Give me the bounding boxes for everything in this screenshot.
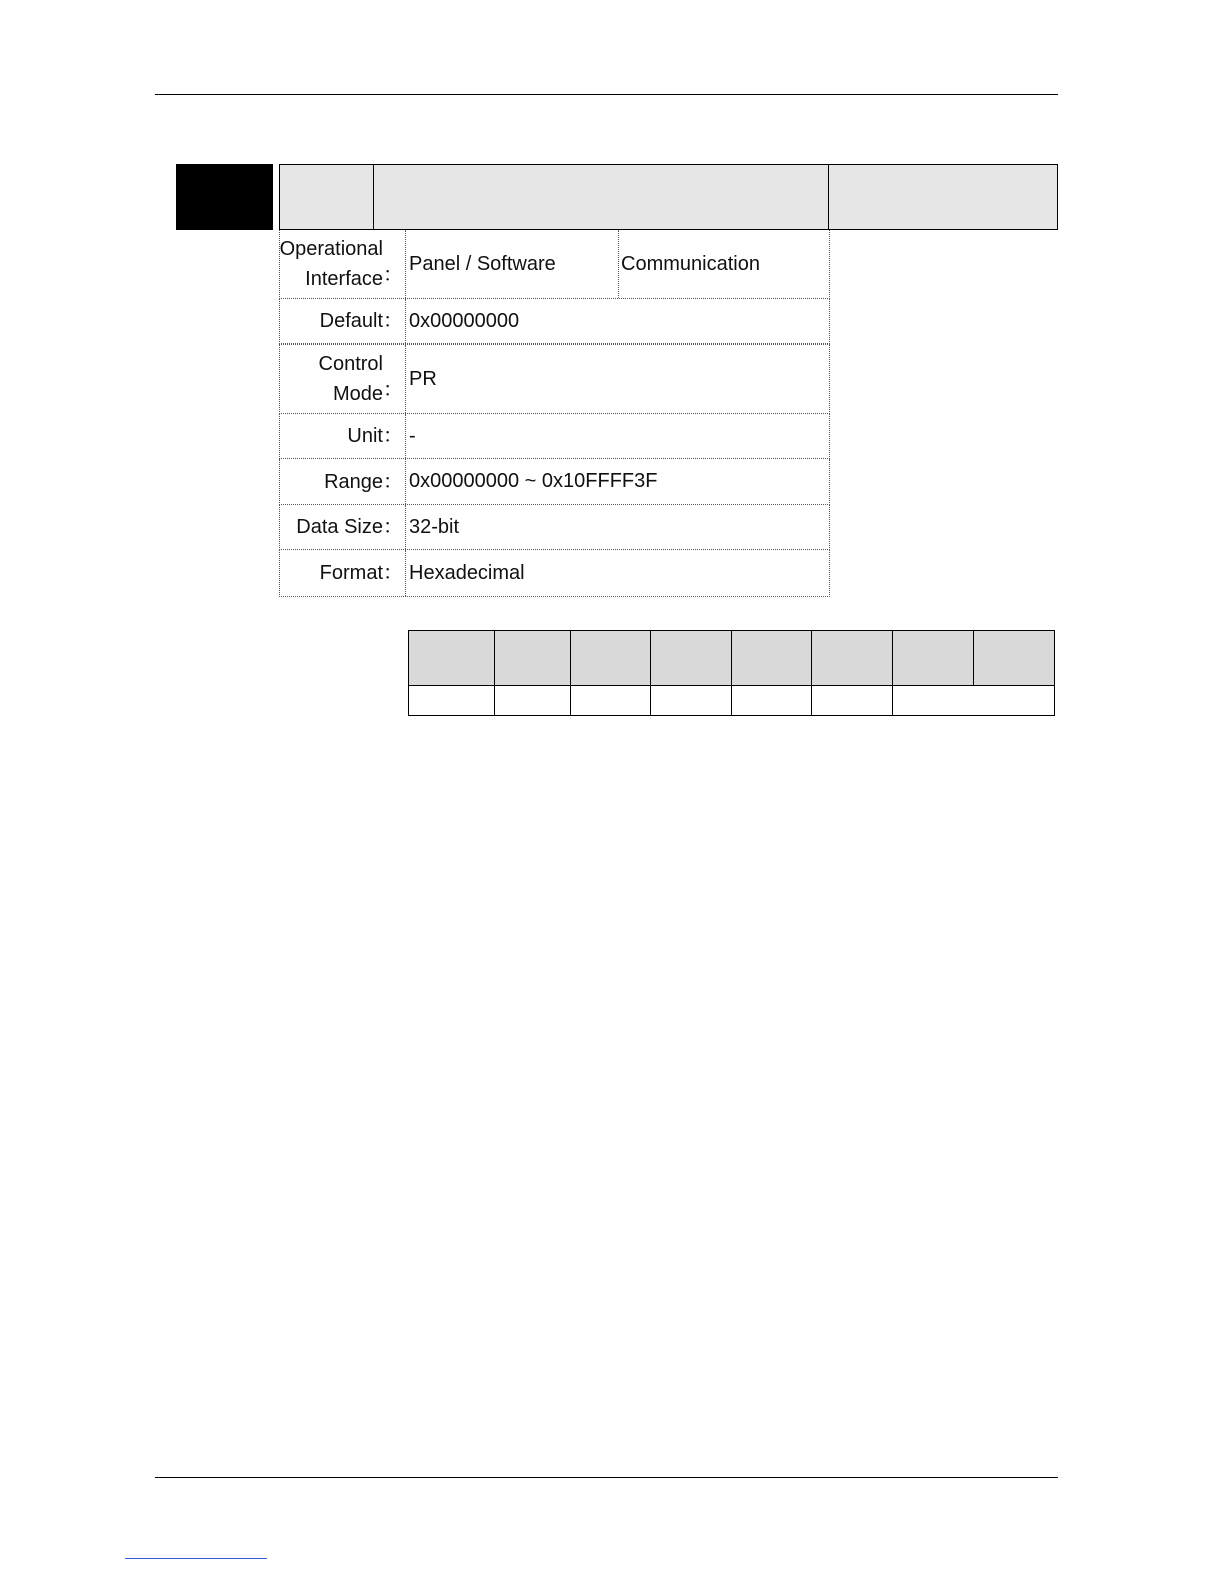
attr-label — [280, 299, 406, 343]
attr-label-text: Operational Interface — [279, 238, 383, 290]
header-divider — [373, 165, 374, 229]
attr-colon: ： — [383, 470, 403, 493]
attr-colon: ： — [383, 562, 403, 584]
attr-colon: ： — [383, 264, 403, 286]
attr-row-control-mode — [279, 344, 830, 414]
attr-label — [280, 459, 406, 504]
attr-value: - — [409, 424, 416, 447]
attr-label-text: Default — [319, 310, 383, 332]
attr-label — [280, 505, 406, 549]
attr-label — [280, 345, 406, 413]
attr-row-default — [279, 299, 830, 344]
attr-label-text: Range — [324, 470, 383, 493]
bit-column-divider — [973, 631, 974, 685]
attr-label-text: Control Mode — [318, 353, 383, 405]
attr-row-format — [279, 550, 830, 597]
footer-link-underline — [125, 1558, 267, 1559]
attr-label-text: Unit — [347, 425, 383, 447]
bit-column-divider — [650, 631, 651, 715]
attr-row-unit — [279, 414, 830, 459]
attr-value: 0x00000000 — [409, 309, 520, 332]
footer-rule — [155, 1477, 1058, 1478]
attr-colon: ： — [383, 310, 403, 332]
bit-column-divider — [570, 631, 571, 715]
attr-value: PR — [409, 367, 437, 390]
attr-value: Hexadecimal — [409, 561, 525, 584]
attr-colon: ： — [383, 379, 403, 401]
attr-value: Panel / Software — [409, 252, 556, 275]
attr-label — [280, 550, 406, 596]
header-divider — [828, 165, 829, 229]
attr-colon: ： — [383, 425, 403, 447]
parameter-code-tab — [176, 164, 273, 230]
bit-definition-table — [408, 630, 1055, 716]
attr-value-secondary: Communication — [618, 230, 830, 298]
bit-column-divider — [892, 631, 893, 715]
attr-row-range — [279, 459, 830, 505]
bit-column-divider — [731, 631, 732, 715]
attr-row-operational-interface — [279, 230, 830, 299]
header-rule — [155, 94, 1058, 95]
parameter-attributes-table — [279, 230, 830, 597]
bit-column-divider — [811, 631, 812, 715]
attr-label-text: Data Size — [296, 516, 383, 538]
attr-label — [280, 414, 406, 458]
attr-value: 32-bit — [409, 515, 460, 538]
parameter-header-bar — [279, 164, 1058, 230]
attr-colon: ： — [383, 516, 403, 538]
attr-value: 0x00000000 ~ 0x10FFFF3F — [409, 470, 658, 492]
bit-column-divider — [494, 631, 495, 715]
attr-label-text: Format — [319, 562, 383, 584]
attr-label — [280, 230, 406, 298]
attr-row-data-size — [279, 505, 830, 550]
